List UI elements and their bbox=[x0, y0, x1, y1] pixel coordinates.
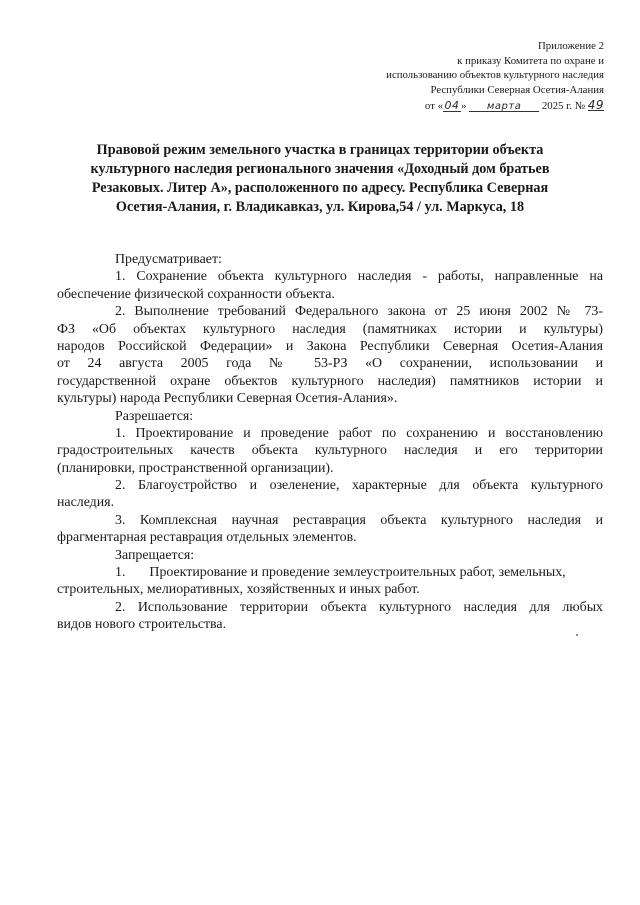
scan-speck bbox=[576, 634, 578, 636]
annex-header bbox=[386, 39, 604, 114]
paragraph-line: наследия. bbox=[57, 495, 115, 511]
date-day: 04 bbox=[444, 98, 460, 112]
paragraph-line: 2. Выполнение требований Федерального закона от 25 июня 2002 № 73- bbox=[115, 304, 603, 320]
section-heading-allowed: Разрешается: bbox=[115, 408, 194, 424]
annex-order-ref: к приказу Комитета по охране и bbox=[457, 54, 604, 67]
paragraph-text: Проектирование и проведение землеустроительных работ, земельных, bbox=[149, 565, 566, 581]
paragraph-line: фрагментарная реставрация отдельных элементов. bbox=[57, 530, 357, 546]
annex-republic: Республики Северная Осетия-Алания bbox=[430, 84, 604, 97]
date-prefix: от « bbox=[424, 99, 443, 112]
paragraph-line: 3. Комплексная научная реставрация объекта культурного наследия и bbox=[115, 512, 603, 528]
paragraph-line: 1. Проектирование и проведение работ по сохранению и восстановлению bbox=[115, 425, 603, 441]
title-line: культурного наследия регионального значения «Доходный дом братьев bbox=[90, 161, 550, 177]
paragraph-line: 1. Сохранение объекта культурного наследия - работы, направленные на bbox=[115, 269, 603, 285]
date-year: 2025 г. № bbox=[541, 99, 586, 112]
section-heading-provides: Предусматривает: bbox=[115, 252, 222, 267]
annex-title: Приложение 2 bbox=[537, 40, 604, 52]
paragraph-line: строительных, мелиоративных, хозяйственных и иных работ. bbox=[57, 582, 420, 598]
section-heading-prohibited: Запрещается: bbox=[115, 547, 195, 563]
paragraph-line: государственной охране объектов культурного наследия) памятников истории и bbox=[57, 373, 603, 389]
paragraph-line: градостроительных качеств объекта культурного наследия и его территории bbox=[57, 443, 603, 459]
annex-committee: использованию объектов культурного наследия bbox=[386, 69, 604, 82]
annex-date-line bbox=[386, 98, 604, 114]
paragraph-line: ФЗ «Об объектах культурного наследия (памятниках истории и культуры) bbox=[57, 321, 603, 337]
paragraph-line: обеспечение физической сохранности объекта. bbox=[57, 286, 335, 302]
paragraph-line: (планировки, пространственной организации). bbox=[57, 460, 334, 476]
list-marker: 1. bbox=[115, 565, 126, 581]
paragraph-line: 2. Благоустройство и озеленение, характерные для объекта культурного bbox=[115, 478, 603, 494]
paragraph-line: народов Российской Федерации» и Закона Республики Северная Осетия-Алания bbox=[57, 338, 603, 354]
order-number: 49 bbox=[587, 97, 604, 112]
title-line: Резаковых. Литер А», расположенного по адресу. Республика Северная bbox=[91, 180, 549, 196]
paragraph-line: культуры) народа Республики Северная Осетия-Алания». bbox=[57, 391, 398, 407]
title-line: Правовой режим земельного участка в границах территории объекта bbox=[96, 142, 544, 158]
paragraph-line: видов нового строительства. bbox=[57, 617, 227, 633]
document-title bbox=[60, 141, 580, 217]
paragraph-line bbox=[57, 564, 603, 581]
paragraph-line: от 24 августа 2005 года № 53-РЗ «О сохранении, использовании и bbox=[57, 356, 603, 372]
date-month: марта bbox=[486, 100, 522, 112]
date-mid: » bbox=[461, 99, 467, 112]
paragraph-line: 2. Использование территории объекта культурного наследия для любых bbox=[115, 599, 603, 615]
title-line: Осетия-Алания, г. Владикавказ, ул. Кирова,54 / ул. Маркуса, 18 bbox=[115, 199, 525, 215]
document-body bbox=[57, 251, 603, 634]
